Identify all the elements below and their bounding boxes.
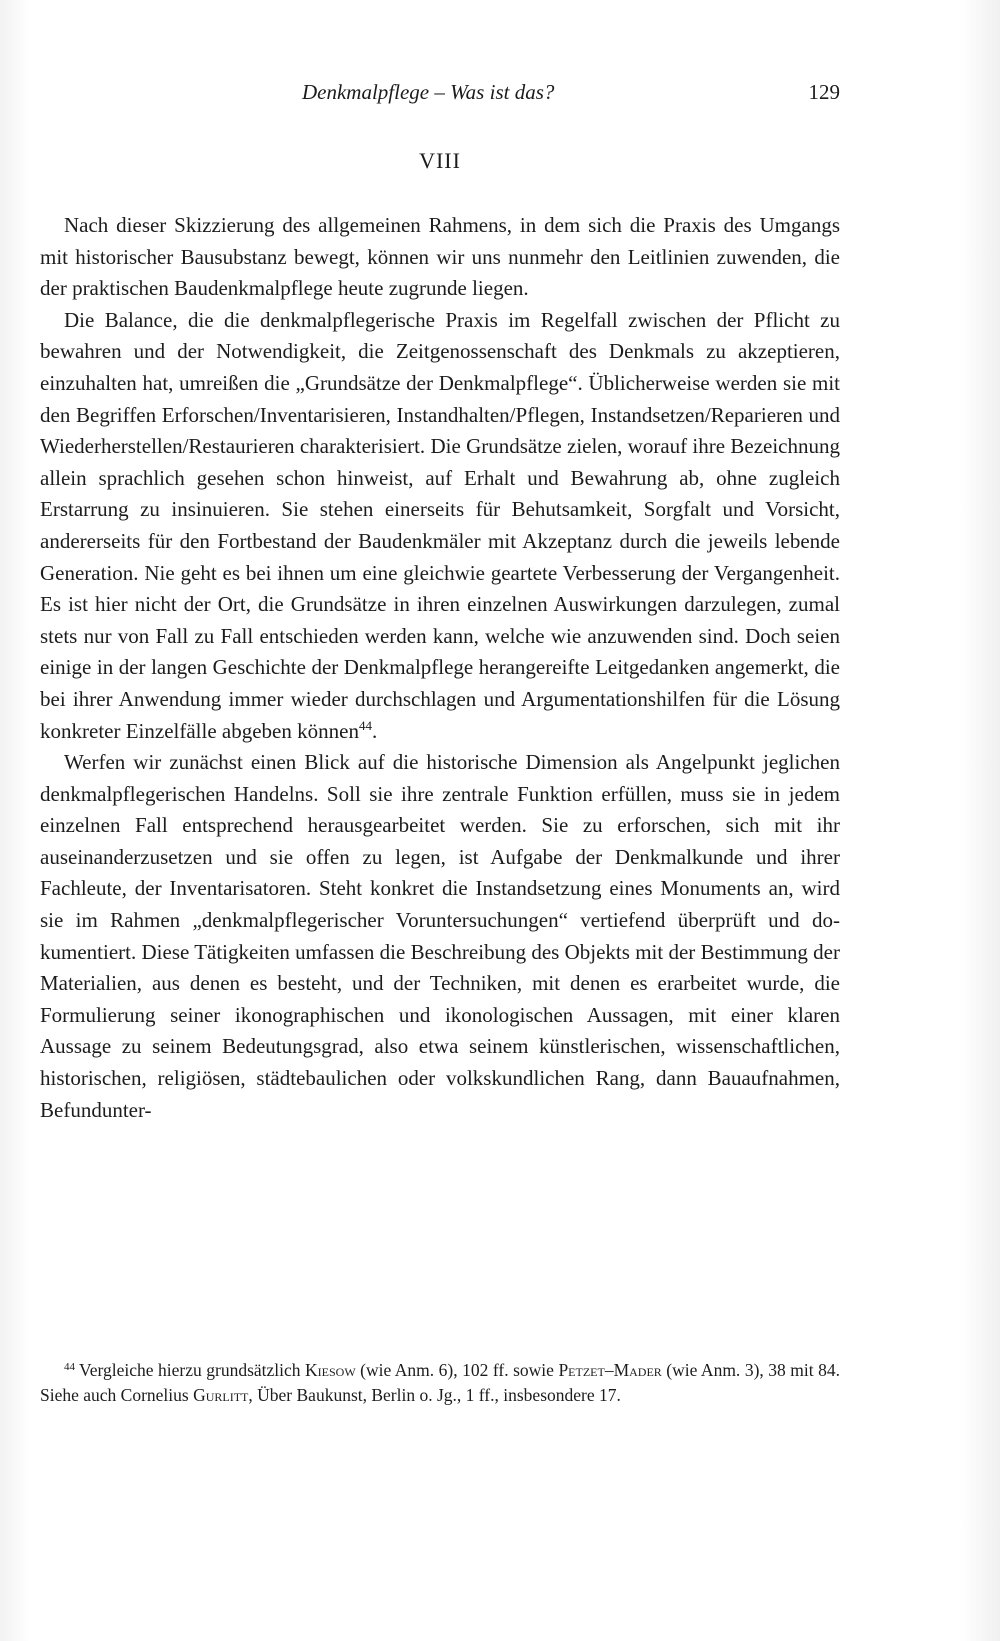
paragraph-2 [40,305,840,747]
running-title: Denkmalpflege – Was ist das? [302,80,555,104]
paragraph-1-text: Nach dieser Skizzierung des allgemeinen Rahmens, in dem sich die Praxis des Umgangs mit historischer Bausubstanz bewegt, können wir uns nunmehr den Leitlinien zuwenden, die der praktischen Baudenkmalpflege heute zugrunde liegen. [40,213,840,301]
footnote-44 [40,1358,840,1408]
footnote-reference[interactable]: 44 [358,717,372,733]
running-header [40,80,840,110]
paragraph-3 [40,747,840,1126]
section-heading: VIII [419,148,461,173]
footnote-author-gurlitt: Gurlitt [193,1385,249,1405]
paragraph-3-text: Werfen wir zunächst einen Blick auf die historische Dimension als Angelpunkt jeglichen denkmalpflegerischen Handelns. Soll sie ihre zentrale Funktion erfüllen, muss sie in jedem einzelnen Fall entsprechend herausgearbeitet werden. Sie zu erforschen, sich mit ihr auseinanderzusetzen und sie offen zu legen, ist Aufgabe der Denkmalkunde und ihrer Fachleute, der Inventarisatoren. Steht konkret die Instandsetzung eines Monuments an, wird sie im Rahmen „denkmalpflegerischer Voruntersuchungen“ vertiefend überprüft und dokumentiert. Diese Tätigkeiten umfassen die Beschreibung des Objekts mit der Bestimmung der Materialien, aus denen es besteht, und der Techniken, mit denen es erarbeitet wurde, die Formulierung seiner ikonographischen und ikonologischen Aussagen, mit einer klaren Aussage zu seinem Bedeutungsgrad, also etwa seinem künstlerischen, wissenschaftlichen, historischen, religiösen, städtebaulichen oder volkskundlichen Rang, dann Bauaufnahmen, Befundunter- [40,750,840,1122]
paragraph-2-text: Die Balance, die die denkmalpflegerische Praxis im Regelfall zwischen der Pflicht zu bewahren und der Notwendigkeit, die Zeitgenossenschaft des Denkmals zu akzeptieren, einzuhalten hat, umreißen die „Grundsätze der Denkmalpflege“. Üblicherweise werden sie mit den Begriffen Erforschen/Inventarisieren, Instandhalten/Pflegen, Instandsetzen/Reparieren und Wiederherstellen/Restaurieren charakterisiert. Die Grundsätze zielen, worauf ihre Bezeichnung allein sprachlich gesehen schon hinweist, auf Erhalt und Bewahrung ab, ohne zugleich Erstarrung zu insinuieren. Sie stehen einerseits für Behutsamkeit, Sorgfalt und Vorsicht, andererseits für den Fortbestand der Baudenkmäler mit Akzeptanz durch die jeweils lebende Generation. Nie geht es bei ihnen um eine gleichwie geartete Verbesserung der Vergangenheit. Es ist hier nicht der Ort, die Grundsätze in ihren einzelnen Auswirkungen darzulegen, zumal stets nur von Fall zu Fall entschieden werden kann, welche wie anzuwenden sind. Doch seien einige in der langen Geschichte der Denkmalpflege herangereifte Leitgedanken angemerkt, die bei ihrer Anwendung immer wieder durchschlagen und Argumentationshilfen für die Lösung konkreter Einzelfälle abgeben können [40,307,840,743]
footnote-mark: 44 [64,1361,75,1373]
paragraph-2-end: . [371,718,378,743]
footnote-text-2: (wie Anm. 6), 102 ff. sowie [355,1360,559,1380]
paragraph-1 [40,210,840,305]
footnote-author-kiesow: Kiesow [305,1360,356,1380]
footnote-author-petzet-mader: Petzet–Mader [558,1360,662,1380]
footnote-text-3: (wie Anm. 3), 38 mit 84. Siehe auch Cornelius [40,1360,840,1405]
footnote [40,1358,840,1408]
body-text [40,210,840,1126]
page-number: 129 [808,80,840,104]
footnote-text-4: , Über Baukunst, Berlin o. Jg., 1 ff., insbesondere 17. [248,1385,621,1405]
footnote-text-1: Vergleiche hierzu grundsätzlich [79,1360,306,1380]
